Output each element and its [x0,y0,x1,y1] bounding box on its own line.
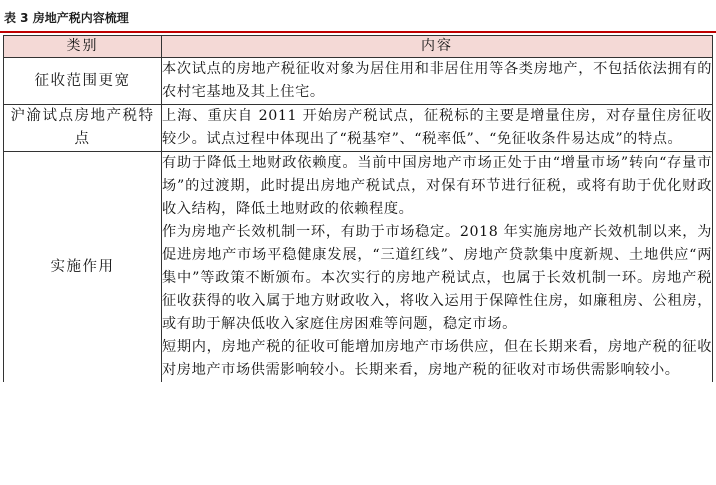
row-content-pilot [162,105,713,152]
content-paragraph: 上海、重庆自 2011 开始房产税试点，征税标的主要是增量住房，对存量住房征收较少。试点过程中体现出了“税基窄”、“税率低”、“免征收条件易达成”的特点。 [162,108,712,147]
row-content-scope [162,58,713,105]
row-category-pilot: 沪渝试点房地产税特点 [4,105,162,152]
row-content-effect [162,152,713,383]
cropped-top-edge [0,0,716,6]
table-caption: 表 3 房地产税内容梳理 [4,11,129,25]
caption-divider [0,31,716,33]
table-row [4,58,713,105]
row-category-effect: 实施作用 [4,152,162,383]
table-row [4,105,713,152]
content-paragraph: 短期内，房地产税的征收可能增加房地产市场供应，但在长期来看，房地产税的征收对房地产市场供需影响较小。长期来看，房地产税的征收对市场供需影响较小。 [162,339,712,378]
header-category: 类别 [4,36,162,58]
row-category-scope: 征收范围更宽 [4,58,162,105]
content-paragraph: 本次试点的房地产税征收对象为居住用和非居住用等各类房地产，不包括依法拥有的农村宅基地及其上住宅。 [162,61,712,100]
content-paragraph: 有助于降低土地财政依赖度。当前中国房地产市场正处于由“增量市场”转向“存量市场”的过渡期，此时提出房地产税试点，对保有环节进行征税，或将有助于优化财政收入结构，降低土地财政的依赖程度。 [162,155,712,217]
tax-content-table [3,35,713,382]
table-row [4,152,713,383]
table-header-row [4,36,713,58]
header-content: 内容 [162,36,713,58]
content-paragraph: 作为房地产长效机制一环，有助于市场稳定。2018 年实施房地产长效机制以来，为促进房地产市场平稳健康发展，“三道红线”、房地产贷款集中度新规、土地供应“两集中”等政策不断颁布。本次实行的房地产税试点，也属于长效机制一环。房地产税征收获得的收入属于地方财政收入，将收入运用于保障性住房，如廉租房、公租房，或有助于解决低收入家庭住房困难等问题，稳定市场。 [162,224,712,332]
